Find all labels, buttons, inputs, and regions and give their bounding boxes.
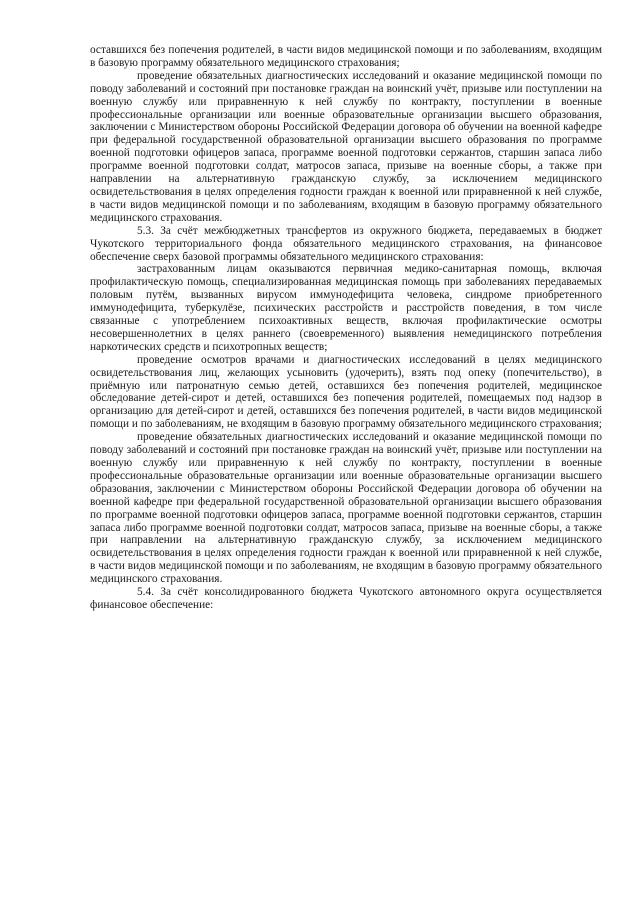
paragraph-continuation: оставшихся без попечения родителей, в части видов медицинской помощи и по заболеваниям, входящим в базовую программу обязательного медицинского страхования; — [90, 44, 602, 69]
document-page — [90, 44, 602, 612]
paragraph-military-registration-extra: проведение обязательных диагностических исследований и оказание медицинской помощи по поводу заболеваний и состояний при постановке граждан на воинский учёт, призыве или поступлении на военную службу или приравненную к ней службу по контракту, поступлении в военные профессиональные образовательные организации или военные образовательные организации высшего образования, заключении с Министерством обороны Российской Федерации договора об обучении на военной кафедре при федеральной государственной образовательной организации высшего образования по программе военной подготовки офицеров запаса, программе военной подготовки сержантов, старшин запаса либо программе военной подготовки солдат, матросов запаса, призыве на военные сборы, а также при направлении на альтернативную гражданскую службу, за исключением медицинского освидетельствования в целях определения годности граждан к военной или приравненной к ней службе, в части видов медицинской помощи и по заболеваниям, не входящим в базовую программу обязательного медицинского страхования. — [90, 431, 602, 586]
paragraph-military-registration-base: проведение обязательных диагностических исследований и оказание медицинской помощи по поводу заболеваний и состояний при постановке граждан на воинский учёт, призыве или поступлении на военную службу или приравненную к ней службу по контракту, поступлении в военные профессиональные организации или военные образовательные организации высшего образования, заключении с Министерством обороны Российской Федерации договора об обучении на военной кафедре при федеральной государственной образовательной организации высшего образования по программе военной подготовки офицеров запаса, программе военной подготовки сержантов, старшин запаса либо программе военной подготовки солдат, матросов запаса, призыве на военные сборы, а также при направлении на альтернативную гражданскую службу, за исключением медицинского освидетельствования в целях определения годности граждан к военной или приравненной к ней службе, в части видов медицинской помощи и по заболеваниям, входящим в базовую программу обязательного медицинского страхования. — [90, 69, 602, 224]
paragraph-adoption-examinations: проведение осмотров врачами и диагностических исследований в целях медицинского освидетельствования лиц, желающих усыновить (удочерить), взять под опеку (попечительство), в приёмную или патронатную семью детей, оставшихся без попечения родителей, медицинское обследование детей-сирот и детей, оставшихся без попечения родителей, помещаемых под надзор в организацию для детей-сирот и детей, оставшихся без попечения родителей, в части видов медицинской помощи и по заболеваниям, не входящим в базовую программу обязательного медицинского страхования; — [90, 353, 602, 431]
paragraph-insured-persons: застрахованным лицам оказываются первичная медико-санитарная помощь, включая профилактическую помощь, специализированная медицинская помощь при заболеваниях передаваемых половым путём, вызванных вирусом иммунодефицита человека, синдроме приобретенного иммунодефицита, туберкулёзе, психических расстройств и расстройств поведения, в том числе связанные с употреблением психоактивных веществ, включая профилактические осмотры несовершеннолетних в целях раннего (своевременного) выявления немедицинского потребления наркотических средств и психотропных веществ; — [90, 263, 602, 353]
paragraph-section-5-3: 5.3. За счёт межбюджетных трансфертов из окружного бюджета, передаваемых в бюджет Чукотского территориального фонда обязательного медицинского страхования, на финансовое обеспечение сверх базовой программы обязательного медицинского страхования: — [90, 224, 602, 263]
paragraph-section-5-4: 5.4. За счёт консолидированного бюджета Чукотского автономного округа осуществляется финансовое обеспечение: — [90, 586, 602, 611]
